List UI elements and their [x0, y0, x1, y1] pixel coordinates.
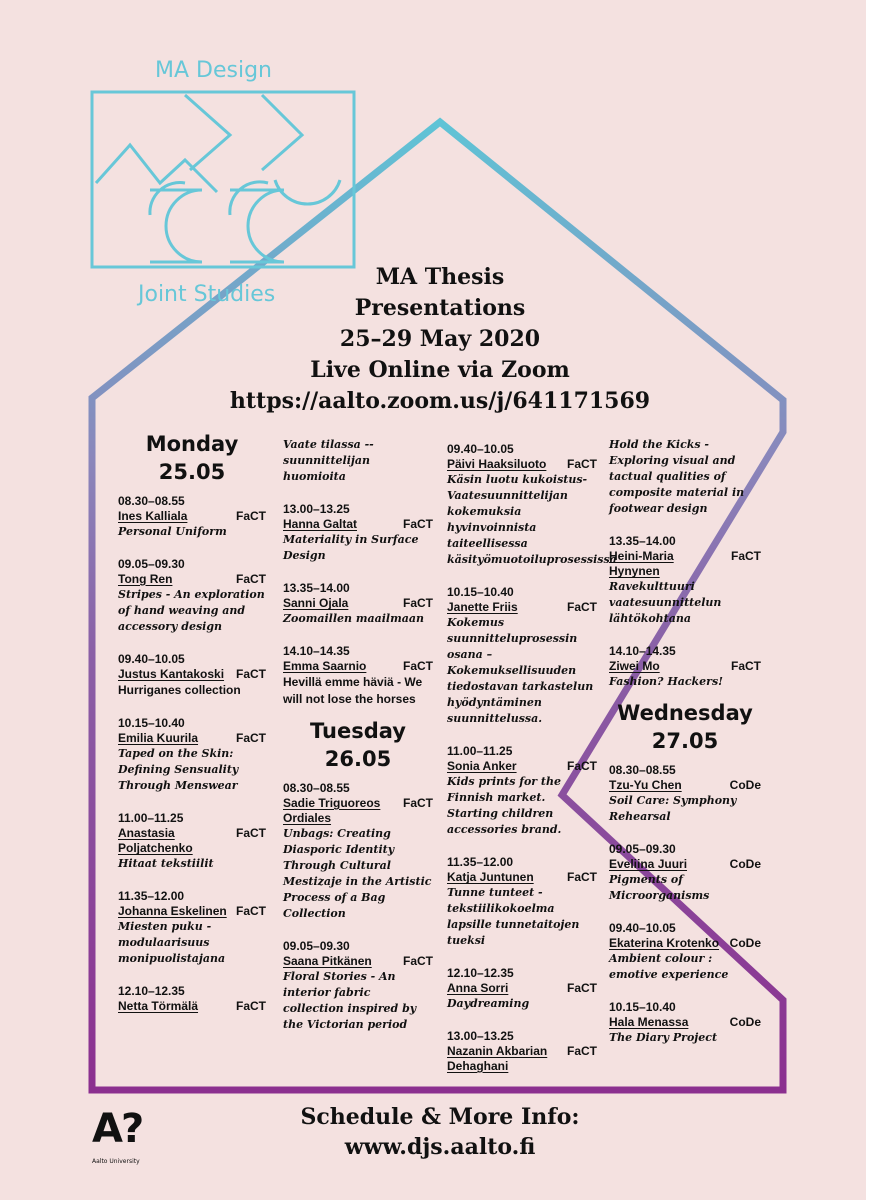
schedule-entry [609, 842, 761, 904]
entry-time: 11.00–11.25 [118, 811, 184, 825]
thesis-title: Ravekulttuuri vaatesuunnittelun lähtökohtana [609, 580, 722, 625]
entry-time: 14.10–14.35 [283, 644, 350, 658]
lead-title: Hold the Kicks - Exploring visual and tactual qualities of composite material in footwear design [609, 438, 745, 515]
programme-code: FaCT [403, 659, 433, 673]
entry-name-row [283, 659, 433, 674]
schedule-entry [609, 763, 761, 825]
presenter-name: Nazanin Akbarian Dehaghani [447, 1044, 548, 1073]
thesis-title: Stripes - An exploration of hand weaving and accessory design [118, 588, 265, 633]
entry-time: 09.05–09.30 [609, 842, 676, 856]
schedule-column-4 [609, 437, 761, 1063]
entry-name-row [609, 1015, 761, 1030]
entry-list [609, 763, 761, 1046]
programme-code: FaCT [236, 509, 266, 523]
schedule-entry [283, 502, 433, 564]
entry-time: 09.05–09.30 [118, 557, 185, 571]
entry-list [447, 442, 617, 1074]
presenter-name: Ziwei Mo [609, 659, 660, 673]
thesis-title: Daydreaming [447, 997, 530, 1010]
entry-time: 09.40–10.05 [118, 652, 185, 666]
footer-line1: Schedule & More Info: [300, 1104, 580, 1130]
thesis-title: Taped on the Skin: Defining Sensuality Through Menswear [118, 747, 239, 792]
programme-code: FaCT [403, 954, 433, 968]
presenter-name: Ekaterina Krotenko [609, 936, 720, 950]
entry-time: 11.35–12.00 [118, 889, 185, 903]
programme-code: FaCT [567, 457, 597, 471]
thesis-title: Zoomaillen maailmaan [283, 612, 424, 625]
schedule-entry [447, 744, 597, 838]
entry-name-row [609, 778, 761, 793]
entry-time: 09.40–10.05 [609, 921, 676, 935]
entry-time: 09.40–10.05 [447, 442, 514, 456]
thesis-title: Tunne tunteet - tekstiilikokoelma lapsille tunnetaitojen tueksi [447, 886, 580, 947]
entry-time: 09.05–09.30 [283, 939, 350, 953]
presenter-name: Tzu-Yu Chen [609, 778, 682, 792]
presenter-name: Emilia Kuurila [118, 731, 199, 745]
thesis-title: Ambient colour : emotive experience [609, 952, 729, 981]
schedule-entry [283, 644, 433, 708]
entry-name-row [447, 870, 597, 885]
schedule-entry [609, 921, 761, 983]
thesis-title: Unbags: Creating Diasporic Identity Through Cultural Mestizaje in the Artistic Process of a Bag Collection [283, 827, 432, 920]
thesis-title: Miesten puku - modulaarisuus monipuolistajana [118, 920, 226, 965]
entry-time: 08.30–08.55 [118, 494, 185, 508]
schedule-entry [118, 716, 266, 794]
entry-name-row [609, 549, 761, 579]
schedule-entry [283, 939, 433, 1033]
aalto-logo-icon: A? [92, 1106, 143, 1152]
programme-code: FaCT [403, 596, 433, 610]
footer-website-link[interactable]: www.djs.aalto.fi [344, 1134, 536, 1160]
presenter-name: Hanna Galtat [283, 517, 358, 531]
entry-time: 10.15–10.40 [118, 716, 185, 730]
entry-time: 12.10–12.35 [118, 984, 185, 998]
programme-code: FaCT [731, 549, 761, 563]
headline-line2: Presentations [354, 295, 526, 321]
schedule-entry [447, 855, 597, 949]
programme-code: FaCT [236, 904, 266, 918]
schedule-entry [609, 534, 761, 627]
schedule-entry [118, 557, 266, 635]
entry-name-row [118, 667, 266, 682]
entry-time: 10.15–10.40 [447, 585, 514, 599]
presenter-name: Janette Friis [447, 600, 518, 614]
thesis-title: Soil Care: Symphony Rehearsal [609, 794, 737, 823]
aalto-university-name: Aalto University [92, 1158, 140, 1165]
entry-time: 10.15–10.40 [609, 1000, 676, 1014]
day-heading-wednesday: Wednesday 27.05 [617, 701, 753, 753]
entry-time: 08.30–08.55 [609, 763, 676, 777]
presenter-name: Sanni Ojala [283, 596, 349, 610]
entry-list [609, 534, 761, 690]
schedule-entry [447, 966, 597, 1012]
presenter-name: Hala Menassa [609, 1015, 689, 1029]
presenter-name: Päivi Haaksiluoto [447, 457, 547, 471]
day-heading-tuesday: Tuesday 26.05 [310, 719, 406, 771]
entry-time: 14.10–14.35 [609, 644, 676, 658]
presenter-name: Ines Kalliala [118, 509, 188, 523]
ma-design-logo-icon [92, 92, 354, 267]
presenter-name: Johanna Eskelinen [118, 904, 227, 918]
thesis-title: Floral Stories - An interior fabric collection inspired by the Victorian period [283, 970, 417, 1031]
thesis-title: Fashion? Hackers! [609, 675, 723, 688]
logo-bottom-text: Joint Studies [138, 282, 276, 307]
schedule-entry [283, 581, 433, 627]
programme-code: FaCT [567, 981, 597, 995]
schedule-entry [447, 442, 617, 568]
schedule-entry [118, 811, 266, 872]
schedule-entry [118, 494, 266, 540]
thesis-title: Kokemus suunnitteluprosessin osana – Kokemuksellisuuden tiedostavan tarkastelun hyödyntäminen suunnittelussa. [447, 616, 594, 725]
programme-code: FaCT [567, 870, 597, 884]
entry-name-row [447, 981, 597, 996]
page-edge [866, 0, 882, 1200]
entry-time: 12.10–12.35 [447, 966, 514, 980]
entry-name-row [118, 999, 266, 1014]
programme-code: FaCT [567, 600, 597, 614]
entry-name-row [283, 954, 433, 969]
presenter-name: Emma Saarnio [283, 659, 367, 673]
programme-code: FaCT [236, 999, 266, 1013]
schedule-entry [447, 585, 597, 727]
thesis-title: Pigments of Microorganisms [609, 873, 710, 902]
entry-name-row [447, 600, 597, 615]
entry-time: 13.00–13.25 [283, 502, 350, 516]
entry-name-row [447, 759, 597, 774]
schedule-entry [609, 1000, 761, 1046]
schedule-entry [118, 984, 266, 1014]
footer [220, 1102, 660, 1162]
thesis-title: The Diary Project [609, 1031, 718, 1044]
presenter-name: Eveliina Juuri [609, 857, 688, 871]
entry-name-row [283, 796, 433, 826]
schedule-entry [118, 652, 266, 699]
presenter-name: Tong Ren [118, 572, 173, 586]
thesis-title: Käsin luotu kukoistus-Vaatesuunnittelijan kokemuksia hyvinvoinnista taiteellisessa käsityömuotoiluprosessissa [447, 473, 617, 566]
programme-code: FaCT [236, 667, 266, 681]
entry-time: 11.35–12.00 [447, 855, 514, 869]
schedule-entry [283, 781, 433, 922]
lead-title: Vaate tilassa -- suunnittelijan huomioita [283, 438, 374, 483]
thesis-title: Kids prints for the Finnish market. Starting children accessories brand. [447, 775, 562, 836]
entry-name-row [118, 731, 266, 746]
thesis-title: Hevillä emme häviä - We will not lose the horses [283, 675, 423, 706]
entry-name-row [283, 596, 433, 611]
programme-code: FaCT [403, 796, 433, 810]
presenter-name: Saana Pitkänen [283, 954, 372, 968]
schedule-entry [118, 889, 266, 967]
entry-list [283, 502, 433, 708]
thesis-title: Hurriganes collection [118, 683, 241, 697]
thesis-title: Materiality in Surface Design [283, 533, 419, 562]
programme-code: CoDe [729, 1015, 761, 1029]
zoom-link[interactable]: https://aalto.zoom.us/j/641171569 [229, 388, 651, 414]
presenter-name: Netta Törmälä [118, 999, 199, 1013]
presenter-name: Katja Juntunen [447, 870, 534, 884]
logo-top-text: MA Design [155, 58, 272, 83]
programme-code: FaCT [403, 517, 433, 531]
presenter-name: Sadie Triguoreos Ordiales [283, 796, 381, 825]
programme-code: CoDe [729, 778, 761, 792]
programme-code: FaCT [236, 826, 266, 840]
day-heading-monday: Monday 25.05 [145, 432, 239, 484]
schedule-column-1 [118, 430, 266, 1031]
headline-line1: MA Thesis [375, 264, 505, 290]
programme-code: FaCT [731, 659, 761, 673]
thesis-title: Personal Uniform [118, 525, 227, 538]
entry-list [118, 494, 266, 1014]
schedule-column-2 [283, 437, 433, 1050]
entry-time: 08.30–08.55 [283, 781, 350, 795]
programme-code: CoDe [729, 857, 761, 871]
headline [200, 262, 680, 417]
headline-line4: Live Online via Zoom [310, 357, 570, 383]
entry-name-row [118, 904, 266, 919]
headline-dates: 25–29 May 2020 [339, 326, 541, 352]
entry-name-row [609, 659, 761, 674]
programme-code: FaCT [567, 759, 597, 773]
entry-name-row [609, 857, 761, 872]
entry-time: 13.00–13.25 [447, 1029, 514, 1043]
entry-name-row [118, 572, 266, 587]
entry-name-row [283, 517, 433, 532]
entry-list [283, 781, 433, 1033]
programme-code: FaCT [236, 731, 266, 745]
entry-name-row [609, 936, 761, 951]
entry-name-row [447, 1044, 597, 1074]
presenter-name: Justus Kantakoski [118, 667, 225, 681]
programme-code: FaCT [567, 1044, 597, 1058]
presenter-name: Heini-Maria Hynynen [609, 549, 674, 578]
presenter-name: Anna Sorri [447, 981, 509, 995]
schedule-column-3 [447, 442, 617, 1091]
presenter-name: Sonia Anker [447, 759, 517, 773]
entry-time: 11.00–11.25 [447, 744, 513, 758]
schedule-entry [447, 1029, 597, 1074]
thesis-title: Hitaat tekstiilit [118, 857, 214, 870]
programme-code: FaCT [236, 572, 266, 586]
entry-time: 13.35–14.00 [283, 581, 350, 595]
entry-name-row [118, 826, 266, 856]
entry-time: 13.35–14.00 [609, 534, 676, 548]
entry-name-row [118, 509, 266, 524]
programme-code: CoDe [729, 936, 761, 950]
presenter-name: Anastasia Poljatchenko [118, 826, 193, 855]
entry-name-row [447, 457, 597, 472]
schedule-entry [609, 644, 761, 690]
